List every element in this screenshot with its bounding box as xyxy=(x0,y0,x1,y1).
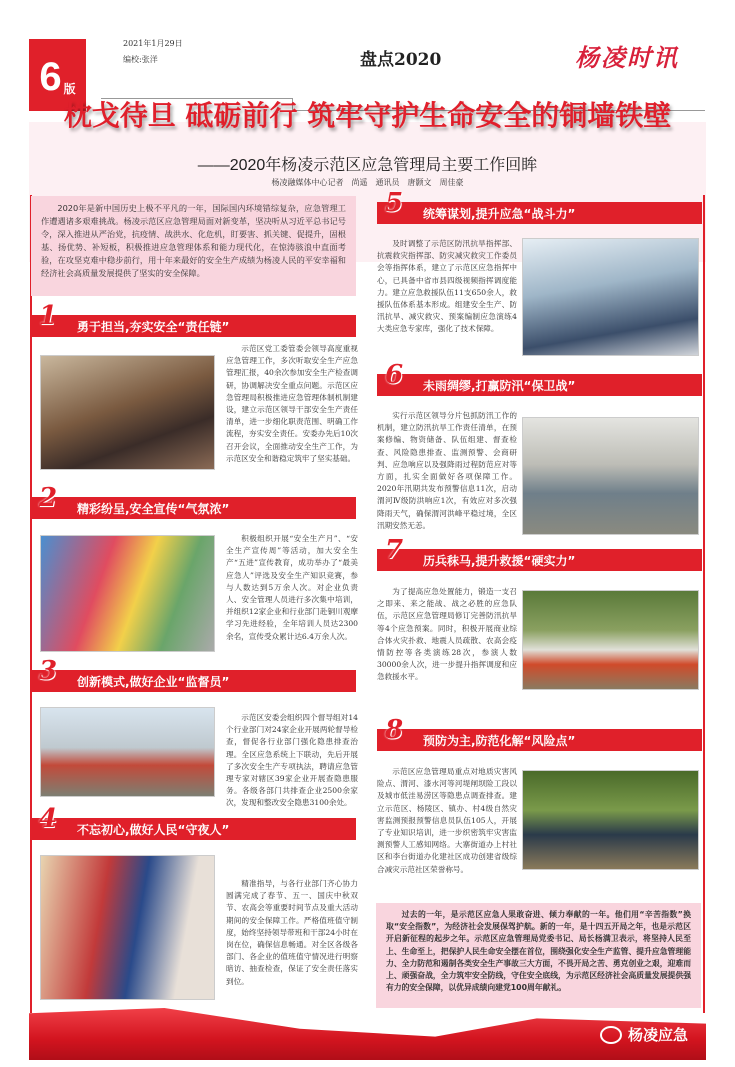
section-text-7: 为了提高应急处置能力，锻造一支召之即来、来之能战、战之必胜的应急队伍，示范区应急管理局修订完善防汛抗旱等4个应急预案。同时，积极开展商业综合体火灾扑救、地震人员疏散、农高会疫情防控等各类演练28次，参演人数30000余人次，进一步提升指挥调度和应急救援水平。 xyxy=(377,587,517,682)
edition-badge: 6 版 xyxy=(29,39,86,111)
wechat-icon xyxy=(600,1026,622,1044)
headline: 枕戈待旦 砥砺前行 筑牢守护生命安全的铜墙铁壁 xyxy=(63,99,672,132)
photo-flood-control xyxy=(522,417,699,535)
wechat-watermark: 杨凌应急 xyxy=(600,1024,688,1045)
subtitle: ——2020年杨凌示范区应急管理局主要工作回眸 xyxy=(197,157,538,174)
byline: 杨凌融媒体中心记者 尚遥 通讯员 唐颢文 周佳豪 xyxy=(271,178,464,187)
section-header-4: 4 不忘初心,做好人民“守夜人” xyxy=(31,818,356,840)
section-header-6: 6 未雨绸缪,打赢防汛“保卫战” xyxy=(377,374,702,396)
closing-paragraph: 过去的一年，是示范区应急人果敢奋进、倾力奉献的一年。他们用“辛苦指数”换取“安全指数”，为经济社会发展保驾护航。新的一年，是十四五开局之年，也是示范区开启新征程的起步之年。示范区应急管理局党委书记、局长杨满卫表示，将坚持人民至上、生命至上，把保护人民生命安全摆在首位，围绕强化安全生产监管、提升应急管理能力、全力防范和遏制各类安全生产事故三大方面，不畏开局之苦、勇克创业之艰，迎难而上、顽强奋战，全力筑牢安全防线，守住安全底线，为示范区经济社会高质量发展提供强有力的安全保障，以优异成绩向建党100周年献礼。 xyxy=(376,903,701,1008)
photo-rescue-drill xyxy=(522,590,699,690)
section-text-8: 示范区应急管理局重点对地质灾害风险点、渭河、漆水河等河堤闸坝险工段以及城市低洼易涝区等隐患点调查排查。建立示范区、杨陵区、镇办、村4级自然灾害监测预报预警信息员队伍105人，开展了专业知识培训，进一步织密筑牢灾害监测预警人工感知网络。大寨街道办上村社区和李台街道办化建社区成功创建省级综合减灾示范社区荣誉称号。 xyxy=(377,767,517,874)
section-header-8: 8 预防为主,防范化解“风险点” xyxy=(377,729,702,751)
section-text-2: 积极组织开展“安全生产月”、“安全生产宣传周”等活动，加大安全生产“五进”宣传教育，成功举办了“最美应急人”评选及安全生产知识竞赛，参与人数达到5万余人次。对企业负责人、安全管理人员进行多次集中培训，并组织12家企业和行业部门赴铜川观摩学习先进经验，全年培训人员达2300余名，宣传受众累计达6.4万余人次。 xyxy=(226,534,358,641)
frame-line xyxy=(703,195,705,1013)
section-text-3: 示范区安委会组织四个督导组对14个行业部门对24家企业开展两轮督导检查，督促各行业部门强化隐患排查治理。全区应急系统上下联动，先后开展了多次安全生产专项执法，聘请应急管理专家对辖区39家企业开展查隐患服务。各级各部门共排查企业2500余家次，发现和整改安全隐患3100余处。 xyxy=(226,713,358,808)
photo-inspection xyxy=(40,707,215,797)
section-header-3: 3 创新模式,做好企业“监督员” xyxy=(31,670,356,692)
section-header-2: 2 精彩纷呈,安全宣传“气氛浓” xyxy=(31,497,356,519)
section-text-4: 精准指导，与各行业部门齐心协力圆满完成了春节、五一、国庆中秋双节、农高会等重要时间节点及重大活动期间的安全保障工作。严格值班值守制度，始终坚持领导带班和干部24小时在岗在位，确保信息畅通。对全区各级各部门、各企业的值班值守情况进行明察暗访、抽查检查，保证了安全责任落实到位。 xyxy=(226,879,358,986)
paper-logo: 杨凌时讯 xyxy=(575,43,679,72)
section-text-5: 及时调整了示范区防汛抗旱指挥部、抗震救灾指挥部、防灾减灾救灾工作委员会等指挥体系，建立了示范区应急指挥中心，已具备中省市县四级视频指挥调度能力。建立应急救援队伍11支650余人，救援队伍体系基本形成。组建安全生产、防汛抗旱、减灾救灾、预案编制应急演练4大类应急专家库，强化了技术保障。 xyxy=(377,239,517,334)
issue-date: 2021年1月29日 xyxy=(123,39,183,48)
section-header-5: 5 统筹谋划,提升应急“战斗力” xyxy=(377,202,702,224)
photo-safety-publicity xyxy=(40,535,215,652)
section-header-7: 7 历兵秣马,提升救援“硬实力” xyxy=(377,549,702,571)
editor: 编校:张洋 xyxy=(123,55,158,64)
intro-paragraph: 2020年是新中国历史上极不平凡的一年，国际国内环境错综复杂，应急管理工作遭遇诸多艰难挑战。杨凌示范区应急管理局面对新变革，坚决听从习近平总书记号令，深入推进从严治党，抗疫情、战洪水、化危机，盯要害、抓关键、促提升，固根基、扬优势、补短板，积极推进应急管理体系和能力现代化，在惊涛骇浪中直面考验，在攻坚克难中稳步前行，用十年来最好的安全生产成绩为杨凌人民的平安幸福和经济社会高质量发展提供了坚实的安全保障。 xyxy=(31,196,356,296)
photo-risk-survey xyxy=(522,770,699,870)
photo-command-center xyxy=(522,238,699,356)
photo-duty-check xyxy=(40,855,215,1000)
section-text-1: 示范区党工委管委会领导高度重视应急管理工作，多次听取安全生产应急管理汇报，40余次参加安全生产检查调研，协调解决安全重点问题。示范区应急管理局积极推进应急管理体制机制建设，建立示范区领导干部安全生产责任清单，进一步细化职责范围、明确工作流程，夯实安全责任。安委办先后10次召开会议，全面推动安全生产工作，为示范区安全和谐稳定筑牢了坚实基础。 xyxy=(226,344,358,463)
section-name: 盘点2020 xyxy=(360,50,442,70)
photo-meeting xyxy=(40,355,215,470)
section-text-6: 实行示范区领导分片包抓防汛工作的机制，建立防汛抗旱工作责任清单，在预案修编、物资储备、队伍组建、督查检查、风险隐患排查、监测预警、会商研判、应急响应以及强降雨过程防范应对等方面，扎实全面做好各项保障工作。2020年汛期共发布预警信息11次，启动渭河Ⅳ级防洪响应1次，有效应对多次强降雨天气，确保渭河洪峰平稳过境，全区汛期安然无恙。 xyxy=(377,411,517,530)
section-header-1: 1 勇于担当,夯实安全“责任链” xyxy=(31,315,356,337)
